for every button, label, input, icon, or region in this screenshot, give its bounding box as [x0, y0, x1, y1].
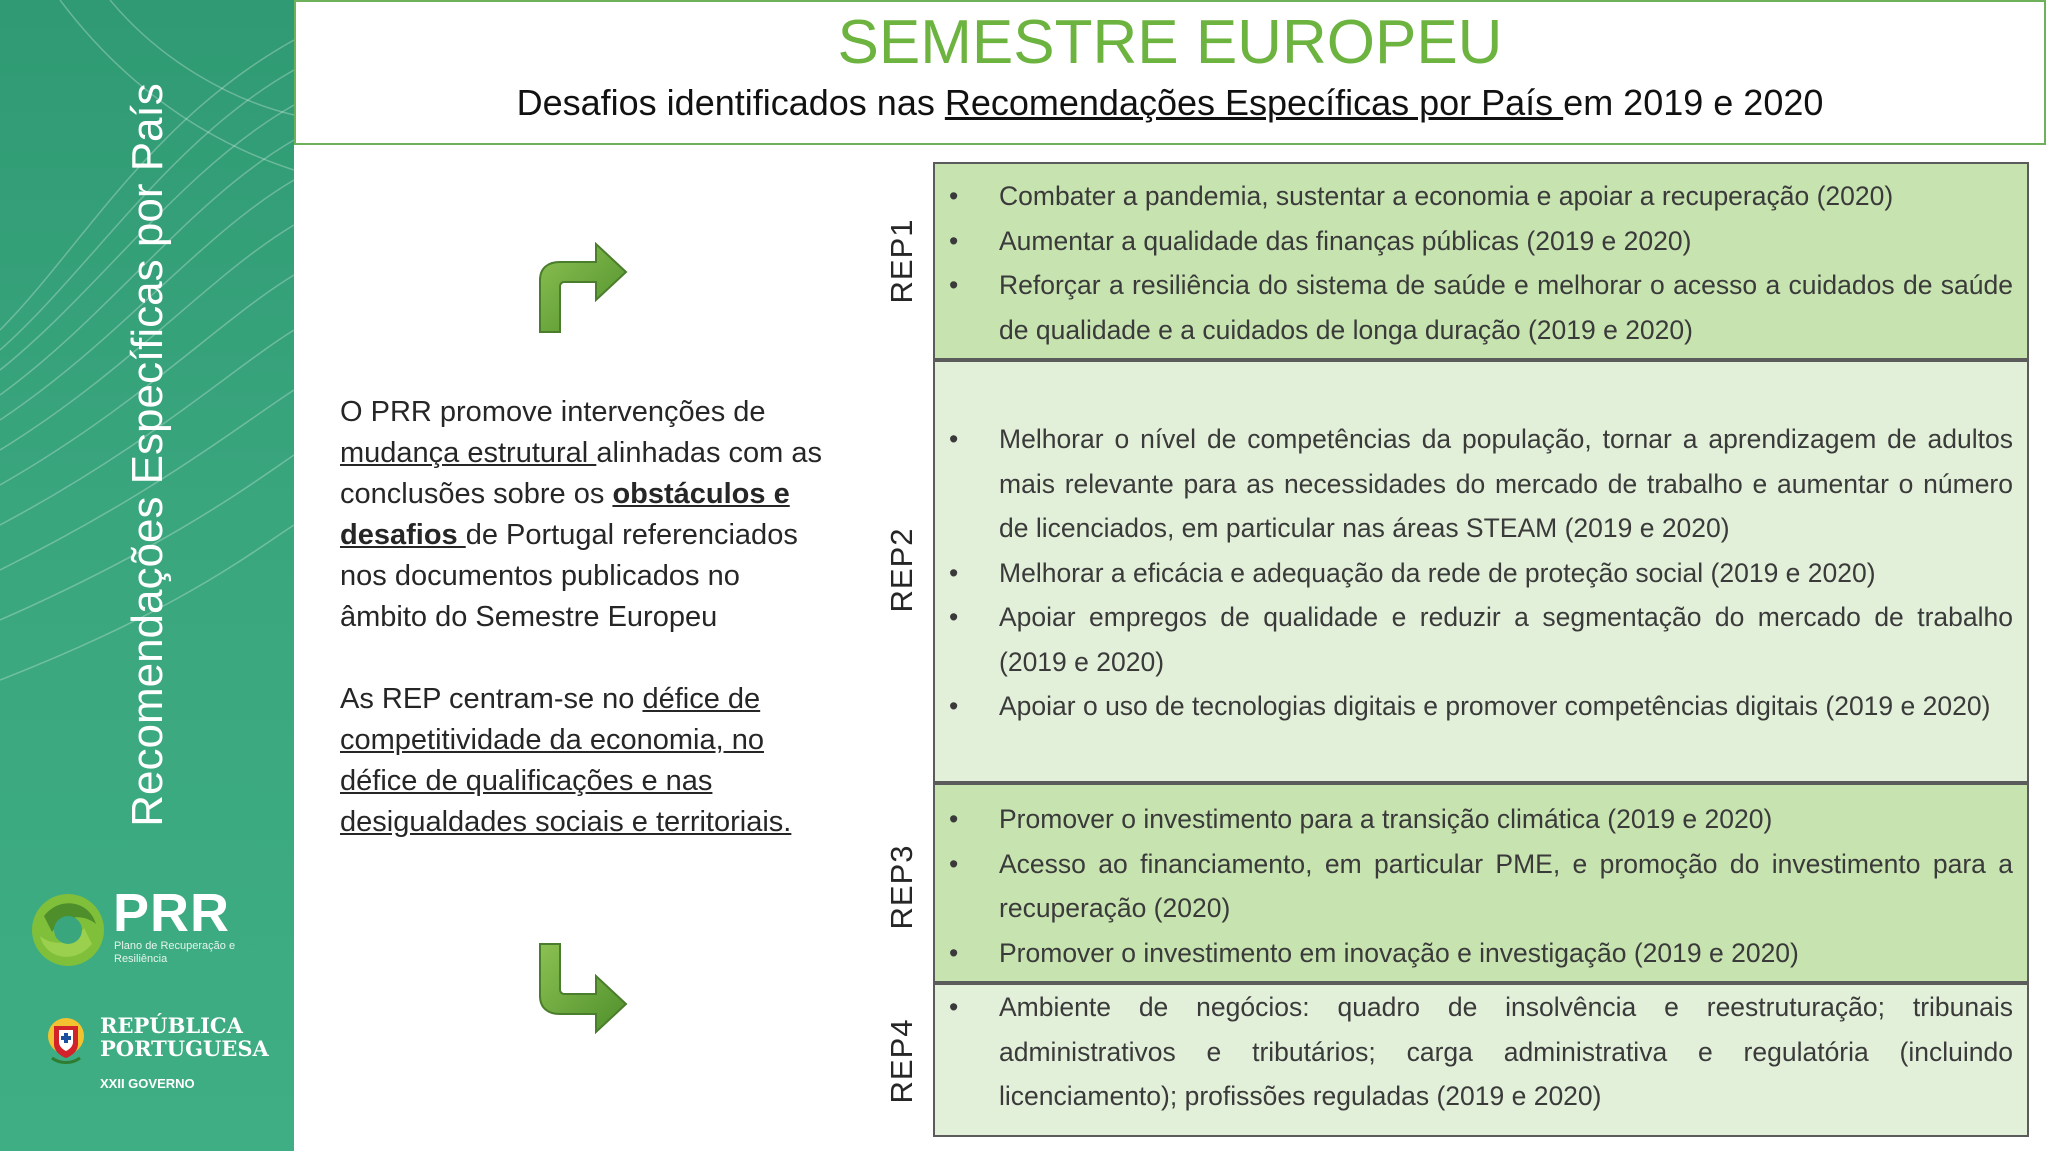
rep4-label: REP4 — [884, 1018, 919, 1104]
list-item: • Combater a pandemia, sustentar a economia e apoiar a recuperação (2020) — [935, 174, 2027, 219]
rep4-list — [935, 985, 2027, 1119]
list-item: • Melhorar o nível de competências da população, tornar a aprendizagem de adultos mais relevante para as necessidades do mercado de trabalho e aumentar o número de licenciados, em particular nas áreas STEAM (2019 e 2020) — [935, 417, 2027, 551]
p1-c: alinhadas com as conclusões sobre os — [340, 437, 822, 510]
intro-paragraph-1 — [340, 392, 830, 638]
rep2-box — [933, 360, 2029, 783]
rep2-label: REP2 — [884, 527, 919, 613]
rep2-list — [935, 417, 2027, 729]
list-item: • Apoiar empregos de qualidade e reduzir a segmentação do mercado de trabalho (2019 e 2020) — [935, 595, 2027, 684]
p2-a: As REP centram-se no — [340, 683, 643, 715]
subtitle-underlined: Recomendações Específicas por País — [944, 82, 1564, 123]
subtitle-part2: em 2019 e 2020 — [1563, 82, 1824, 123]
intro-text — [340, 392, 830, 884]
list-item: • Promover o investimento para a transição climática (2019 e 2020) — [935, 797, 2027, 842]
portugal-coat-of-arms-icon — [46, 1012, 86, 1068]
government-logo-line3: XXII GOVERNO — [100, 1076, 195, 1091]
p1-e: de Portugal referenciados nos documentos publicados no âmbito do Semestre Europeu — [340, 519, 798, 633]
rep1-list — [935, 174, 2027, 352]
government-logo-line2: PORTUGUESA — [100, 1036, 269, 1061]
page-title: SEMESTRE EUROPEU — [837, 8, 1503, 77]
list-item: • Reforçar a resiliência do sistema de saúde e melhorar o acesso a cuidados de saúde de qualidade e a cuidados de longa duração (2019 e 2020) — [935, 263, 2027, 352]
list-item: • Promover o investimento em inovação e investigação (2019 e 2020) — [935, 931, 2027, 976]
arrow-down-right-icon — [534, 942, 630, 1038]
page-subtitle — [296, 82, 2044, 124]
intro-paragraph-2 — [340, 679, 830, 843]
list-item: • Apoiar o uso de tecnologias digitais e promover competências digitais (2019 e 2020) — [935, 684, 2027, 729]
p1-d: obstáculos e desafios — [340, 478, 790, 551]
p1-b: mudança estrutural — [340, 437, 597, 469]
list-item: • Acesso ao financiamento, em particular PME, e promoção do investimento para a recuperação (2020) — [935, 842, 2027, 931]
p2-b: défice de competitividade da economia, no défice de qualificações e nas desigualdades sociais e territoriais. — [340, 683, 792, 838]
sidebar-title: Recomendações Específicas por País — [123, 83, 172, 827]
subtitle-part1: Desafios identificados nas — [516, 82, 945, 123]
government-logo-line1: REPÚBLICA — [100, 1013, 243, 1038]
p1-a: O PRR promove intervenções de — [340, 396, 766, 428]
list-item: • Aumentar a qualidade das finanças públicas (2019 e 2020) — [935, 219, 2027, 264]
rep4-box — [933, 983, 2029, 1137]
rep3-label: REP3 — [884, 844, 919, 930]
list-item: • Ambiente de negócios: quadro de insolvência e reestruturação; tribunais administrativos e tributários; carga administrativa e regulatória (incluindo licenciamento); profissões reguladas (2019 e 2020) — [935, 985, 2027, 1119]
list-item: • Melhorar a eficácia e adequação da rede de proteção social (2019 e 2020) — [935, 551, 2027, 596]
arrow-up-right-icon — [534, 238, 630, 334]
prr-logo-text: PRR — [113, 883, 231, 943]
rep1-box — [933, 162, 2029, 360]
rep3-list — [935, 797, 2027, 975]
rep1-label: REP1 — [884, 218, 919, 304]
prr-logo-subtitle: Plano de Recuperação e Resiliência — [114, 940, 236, 965]
government-logo-text — [100, 1014, 269, 1060]
sidebar — [0, 0, 294, 1151]
rep3-box — [933, 783, 2029, 983]
header — [294, 0, 2046, 145]
